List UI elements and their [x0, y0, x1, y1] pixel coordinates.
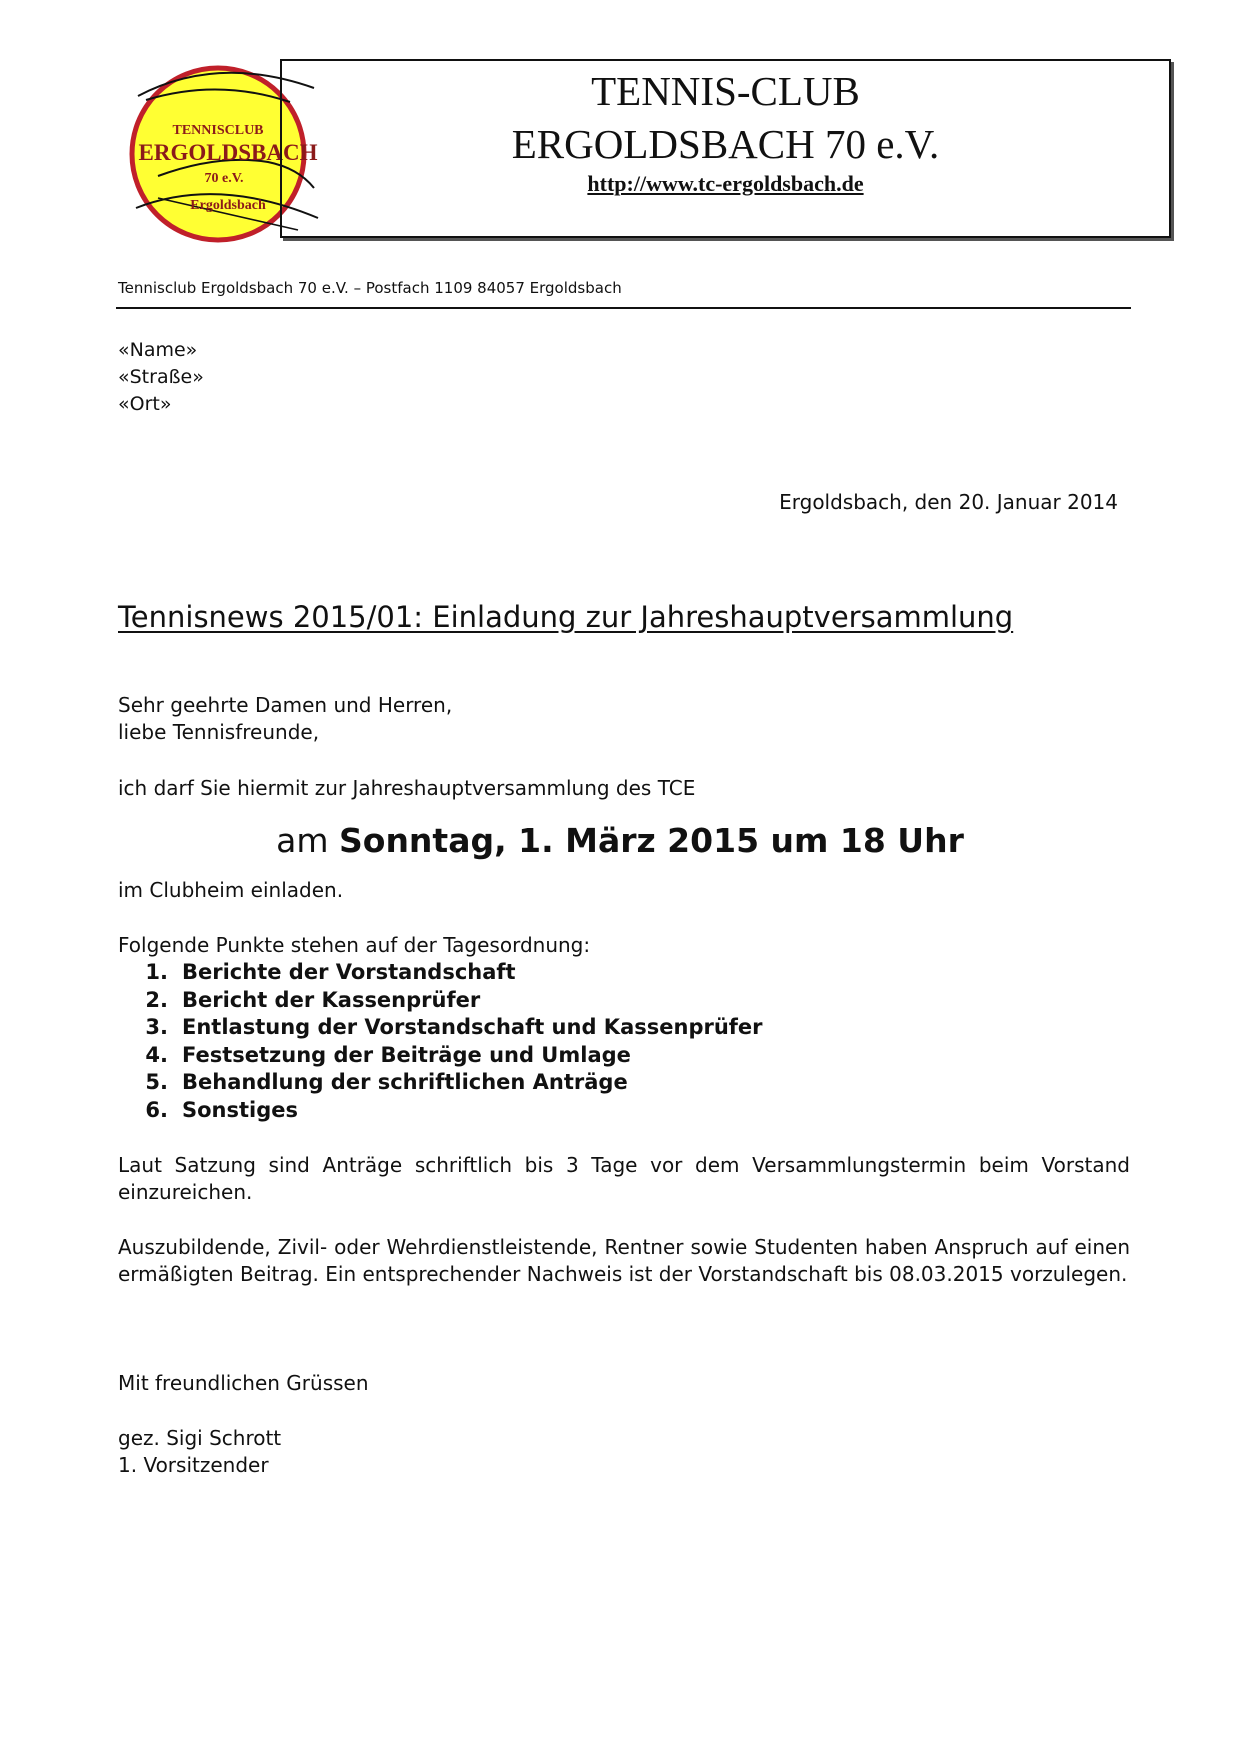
- agenda-item-number: 1.: [145, 960, 168, 984]
- logo-text-line1: TENNISCLUB: [172, 123, 264, 138]
- logo-text-line2: ERGOLDSBACH: [138, 140, 318, 165]
- agenda-item-number: 5.: [145, 1070, 168, 1095]
- letterhead-title-line2: ERGOLDSBACH 70 e.V.: [511, 121, 940, 167]
- agenda-intro: Folgende Punkte stehen auf der Tagesordnung:: [118, 933, 591, 957]
- salutation-line1: Sehr geehrte Damen und Herren,: [118, 693, 453, 717]
- meeting-date: Sonntag, 1. März 2015 um 18 Uhr: [339, 821, 964, 860]
- agenda-item: [128, 1042, 763, 1070]
- letterhead-title-line1: TENNIS-CLUB: [591, 68, 860, 114]
- agenda-item-text: Festsetzung der Beiträge und Umlage: [182, 1042, 631, 1067]
- recipient-name: «Name»: [118, 339, 198, 361]
- agenda-item-text: Bericht der Kassenprüfer: [182, 987, 481, 1012]
- signature-name: gez. Sigi Schrott: [118, 1426, 282, 1450]
- agenda-item-number: 2.: [145, 987, 168, 1012]
- agenda-list: [128, 959, 763, 1125]
- agenda-item: [128, 1097, 763, 1125]
- agenda-item-number: 3.: [145, 1015, 168, 1040]
- agenda-item-text: Berichte der Vorstandschaft: [182, 960, 516, 984]
- sender-divider: [116, 307, 1131, 309]
- signature-title: 1. Vorsitzender: [118, 1453, 269, 1477]
- letter-subject: Tennisnews 2015/01: Einladung zur Jahreshauptversammlung: [118, 600, 1014, 634]
- agenda-item: [128, 959, 763, 987]
- agenda-item-number: 6.: [145, 1097, 168, 1122]
- reduced-fee-paragraph: Auszubildende, Zivil- oder Wehrdienstleistende, Rentner sowie Studenten haben Anspruch auf einen ermäßigten Beitrag. Ein entsprechender Nachweis ist der Vorstandschaft bis 08.03.2015 vorzulegen.: [118, 1235, 1130, 1286]
- agenda-item-number: 4.: [145, 1042, 168, 1067]
- recipient-city: «Ort»: [118, 393, 172, 415]
- agenda-item-text: Sonstiges: [182, 1097, 299, 1122]
- agenda-item-text: Entlastung der Vorstandschaft und Kassenprüfer: [182, 1015, 763, 1040]
- letter-date: Ergoldsbach, den 20. Januar 2014: [779, 490, 1118, 514]
- logo-text-line4: Ergoldsbach: [190, 198, 266, 213]
- logo-text-line3: 70 e.V.: [204, 171, 244, 186]
- letterhead-website-link[interactable]: http://www.tc-ergoldsbach.de: [587, 171, 864, 196]
- closing-line: Mit freundlichen Grüssen: [118, 1371, 369, 1395]
- meeting-date-banner: [0, 820, 1240, 862]
- salutation-line2: liebe Tennisfreunde,: [118, 720, 320, 744]
- sender-address-line: Tennisclub Ergoldsbach 70 e.V. – Postfach 1109 84057 Ergoldsbach: [118, 279, 622, 297]
- recipient-street: «Straße»: [118, 366, 204, 388]
- agenda-item: [128, 987, 763, 1015]
- agenda-item: [128, 1069, 763, 1097]
- agenda-item-text: Behandlung der schriftlichen Anträge: [182, 1070, 628, 1095]
- invitation-intro: ich darf Sie hiermit zur Jahreshauptversammlung des TCE: [118, 776, 696, 800]
- agenda-item: [128, 1014, 763, 1042]
- meeting-date-prefix: am: [276, 821, 329, 860]
- meeting-location: im Clubheim einladen.: [118, 878, 344, 902]
- motions-paragraph: Laut Satzung sind Anträge schriftlich bis 3 Tage vor dem Versammlungstermin beim Vorstand einzureichen.: [118, 1153, 1130, 1204]
